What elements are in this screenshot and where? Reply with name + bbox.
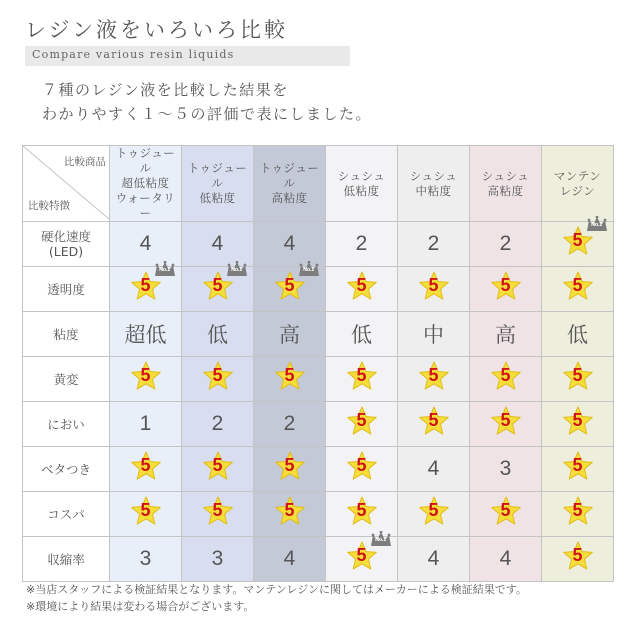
rating-star-badge: [274, 496, 306, 526]
rating-star-badge: [346, 537, 386, 571]
product-name-line: 高粘度: [271, 191, 308, 205]
product-name-line: ウォータリー: [115, 191, 176, 220]
page-title: レジン液をいろいろ比較: [25, 18, 288, 42]
no1-crown-badge: [154, 261, 176, 277]
rating-cell: [254, 357, 326, 402]
rating-value: 4: [283, 547, 296, 570]
feature-label: [23, 447, 110, 492]
rating-cell: [542, 312, 614, 357]
product-name-line: トゥジュール: [259, 161, 320, 190]
rating-value: 5: [212, 275, 223, 295]
rating-star-badge: [130, 361, 162, 391]
rating-value: 3: [499, 457, 512, 480]
rating-cell: [326, 312, 398, 357]
table-row: [23, 447, 614, 492]
rating-cell: [398, 267, 470, 312]
rating-star-badge: [490, 406, 522, 436]
footnote: ※環境により結果は変わる場合がございます。: [26, 600, 255, 613]
rating-cell: [470, 312, 542, 357]
product-column-header: [398, 146, 470, 222]
rating-value: 5: [428, 410, 439, 430]
rating-value: 5: [284, 500, 295, 520]
rating-value: 5: [572, 365, 583, 385]
rating-value: 4: [211, 232, 224, 255]
rating-value: 5: [356, 500, 367, 520]
rating-star-badge: [274, 361, 306, 391]
rating-star-badge: [202, 451, 234, 481]
comparison-table: [22, 145, 614, 582]
rating-cell: [326, 402, 398, 447]
rating-cell: [398, 402, 470, 447]
rating-value: 5: [212, 455, 223, 475]
feature-label: [23, 267, 110, 312]
rating-star-badge: [418, 496, 450, 526]
rating-cell: [542, 402, 614, 447]
rating-value: 2: [211, 412, 224, 435]
rating-star-badge: [346, 406, 378, 436]
feature-label-line: 粘度: [53, 326, 79, 342]
rating-star-badge: [562, 541, 594, 571]
rating-cell: [470, 447, 542, 492]
rating-cell: [398, 312, 470, 357]
no1-label: No.1: [159, 267, 170, 273]
feature-label-line: 透明度: [47, 281, 85, 297]
header-row: [23, 146, 614, 222]
product-name-line: 超低粘度: [121, 176, 170, 190]
rating-cell: [326, 222, 398, 267]
rating-value: 1: [139, 412, 152, 435]
rating-cell: [182, 447, 254, 492]
feature-label: [23, 492, 110, 537]
rating-value: 5: [572, 455, 583, 475]
rating-value: 5: [140, 365, 151, 385]
rating-value: 5: [572, 500, 583, 520]
rating-cell: [254, 537, 326, 582]
rating-value: 3: [211, 547, 224, 570]
page-subtitle: Compare various resin liquids: [32, 48, 235, 61]
rating-cell: [182, 357, 254, 402]
feature-label-line: コスパ: [47, 506, 85, 522]
feature-label: [23, 312, 110, 357]
rating-value: 5: [284, 275, 295, 295]
rating-cell: [110, 492, 182, 537]
footnote: ※当店スタッフによる検証結果となります。マンテンレジンに関してはメーカーによる検証結果です。: [26, 583, 527, 596]
no1-label: No.1: [375, 537, 386, 543]
rating-star-badge: [130, 267, 170, 301]
rating-cell: [542, 492, 614, 537]
rating-value: 5: [500, 410, 511, 430]
product-name-line: シュシュ: [409, 168, 458, 183]
rating-value: 5: [356, 455, 367, 475]
rating-star-badge: [418, 406, 450, 436]
rating-star-badge: [346, 496, 378, 526]
feature-label: [23, 222, 110, 267]
corner-label-features: 比較特徴: [28, 200, 70, 212]
no1-label: No.1: [303, 267, 314, 273]
feature-label-line: におい: [47, 416, 85, 432]
corner-header: [23, 146, 110, 222]
rating-value: 5: [356, 275, 367, 295]
rating-value: 5: [500, 365, 511, 385]
product-column-header: [254, 146, 326, 222]
rating-value: 中: [423, 324, 444, 347]
rating-cell: [326, 357, 398, 402]
rating-value: 4: [139, 232, 152, 255]
product-column-header: [182, 146, 254, 222]
product-name-line: 低粘度: [199, 191, 236, 205]
rating-cell: [182, 312, 254, 357]
rating-cell: [110, 267, 182, 312]
product-column-header: [542, 146, 614, 222]
rating-star-badge: [562, 451, 594, 481]
intro-line: わかりやすく１～５の評価で表にしました。: [42, 105, 373, 123]
product-name-line: 中粘度: [415, 183, 452, 198]
rating-value: 2: [427, 232, 440, 255]
rating-star-badge: [346, 451, 378, 481]
rating-cell: [470, 492, 542, 537]
table-row: [23, 537, 614, 582]
rating-value: 5: [500, 500, 511, 520]
rating-cell: [542, 267, 614, 312]
no1-crown-badge: [370, 531, 392, 547]
rating-value: 5: [212, 500, 223, 520]
rating-value: 5: [356, 545, 367, 565]
rating-star-badge: [490, 271, 522, 301]
rating-cell: [542, 357, 614, 402]
rating-value: 高: [279, 324, 300, 347]
rating-star-badge: [418, 271, 450, 301]
rating-value: 高: [495, 324, 516, 347]
feature-label: [23, 402, 110, 447]
rating-value: 4: [283, 232, 296, 255]
rating-star-badge: [562, 271, 594, 301]
rating-value: 5: [140, 500, 151, 520]
table-row: [23, 222, 614, 267]
rating-star-badge: [130, 496, 162, 526]
rating-cell: [542, 537, 614, 582]
rating-value: 5: [428, 275, 439, 295]
rating-cell: [110, 222, 182, 267]
rating-value: 4: [427, 547, 440, 570]
rating-cell: [326, 537, 398, 582]
rating-value: 5: [428, 365, 439, 385]
rating-value: 5: [284, 455, 295, 475]
feature-label-line: ベタつき: [40, 461, 91, 477]
no1-label: No.1: [231, 267, 242, 273]
product-column-header: [470, 146, 542, 222]
rating-value: 2: [499, 232, 512, 255]
product-column-header: [326, 146, 398, 222]
rating-value: 低: [567, 324, 588, 347]
rating-star-badge: [130, 451, 162, 481]
feature-label-line: 黄変: [53, 371, 79, 387]
rating-cell: [182, 492, 254, 537]
rating-value: 2: [283, 412, 296, 435]
rating-cell: [254, 447, 326, 492]
rating-cell: [254, 402, 326, 447]
rating-cell: [398, 537, 470, 582]
feature-label-line: (LED): [48, 244, 84, 259]
rating-value: 2: [355, 232, 368, 255]
rating-star-badge: [202, 267, 242, 301]
rating-star-badge: [202, 361, 234, 391]
rating-value: 5: [356, 410, 367, 430]
rating-value: 5: [500, 275, 511, 295]
no1-crown-badge: [586, 216, 608, 232]
rating-star-badge: [490, 496, 522, 526]
rating-cell: [470, 267, 542, 312]
rating-value: 5: [572, 230, 583, 250]
no1-crown-badge: [226, 261, 248, 277]
feature-label: [23, 537, 110, 582]
rating-star-badge: [418, 361, 450, 391]
rating-cell: [470, 357, 542, 402]
rating-cell: [254, 222, 326, 267]
rating-cell: [182, 267, 254, 312]
rating-star-badge: [562, 361, 594, 391]
rating-cell: [398, 492, 470, 537]
rating-cell: [254, 267, 326, 312]
rating-value: 4: [427, 457, 440, 480]
rating-cell: [470, 402, 542, 447]
product-name-line: 低粘度: [343, 183, 380, 198]
rating-cell: [254, 492, 326, 537]
footnotes: [26, 581, 527, 615]
product-name-line: 高粘度: [487, 183, 524, 198]
product-name-line: レジン: [559, 183, 596, 198]
product-name-line: マンテン: [553, 168, 602, 183]
rating-cell: [398, 357, 470, 402]
rating-value: 5: [356, 365, 367, 385]
rating-cell: [182, 402, 254, 447]
rating-star-badge: [562, 222, 602, 256]
feature-label: [23, 357, 110, 402]
rating-star-badge: [562, 406, 594, 436]
rating-cell: [398, 222, 470, 267]
rating-value: 低: [207, 324, 228, 347]
rating-cell: [398, 447, 470, 492]
table-row: [23, 312, 614, 357]
feature-label-line: 収縮率: [47, 551, 85, 567]
rating-value: 5: [572, 275, 583, 295]
rating-cell: [542, 447, 614, 492]
product-name-line: シュシュ: [337, 168, 386, 183]
table-body: [23, 222, 614, 582]
rating-cell: [110, 357, 182, 402]
rating-cell: [182, 537, 254, 582]
no1-crown-badge: [298, 261, 320, 277]
rating-cell: [110, 537, 182, 582]
no1-label: No.1: [591, 222, 602, 228]
table-row: [23, 492, 614, 537]
intro-line: ７種のレジン液を比較した結果を: [42, 81, 289, 99]
product-name-line: トゥジュール: [115, 146, 176, 175]
rating-star-badge: [202, 496, 234, 526]
rating-value: 3: [139, 547, 152, 570]
rating-value: 5: [212, 365, 223, 385]
rating-cell: [110, 447, 182, 492]
product-column-header: [110, 146, 182, 222]
rating-star-badge: [490, 361, 522, 391]
rating-star-badge: [274, 267, 314, 301]
rating-value: 5: [428, 500, 439, 520]
rating-cell: [326, 492, 398, 537]
rating-value: 5: [284, 365, 295, 385]
rating-value: 5: [572, 410, 583, 430]
rating-value: 5: [140, 275, 151, 295]
table-row: [23, 402, 614, 447]
rating-cell: [254, 312, 326, 357]
rating-cell: [326, 267, 398, 312]
rating-value: 4: [499, 547, 512, 570]
rating-star-badge: [274, 451, 306, 481]
rating-cell: [110, 312, 182, 357]
rating-star-badge: [346, 361, 378, 391]
rating-value: 超低: [124, 324, 167, 347]
rating-value: 5: [140, 455, 151, 475]
rating-value: 5: [572, 545, 583, 565]
rating-cell: [470, 222, 542, 267]
product-name-line: トゥジュール: [187, 161, 248, 190]
rating-cell: [182, 222, 254, 267]
rating-star-badge: [346, 271, 378, 301]
rating-cell: [542, 222, 614, 267]
intro-text: [42, 78, 372, 126]
rating-star-badge: [562, 496, 594, 526]
product-name-line: シュシュ: [481, 168, 530, 183]
rating-cell: [110, 402, 182, 447]
rating-cell: [470, 537, 542, 582]
feature-label-line: 硬化速度: [40, 229, 91, 244]
rating-cell: [326, 447, 398, 492]
corner-label-products: 比較商品: [64, 156, 106, 168]
table-row: [23, 357, 614, 402]
table-row: [23, 267, 614, 312]
rating-value: 低: [351, 324, 372, 347]
